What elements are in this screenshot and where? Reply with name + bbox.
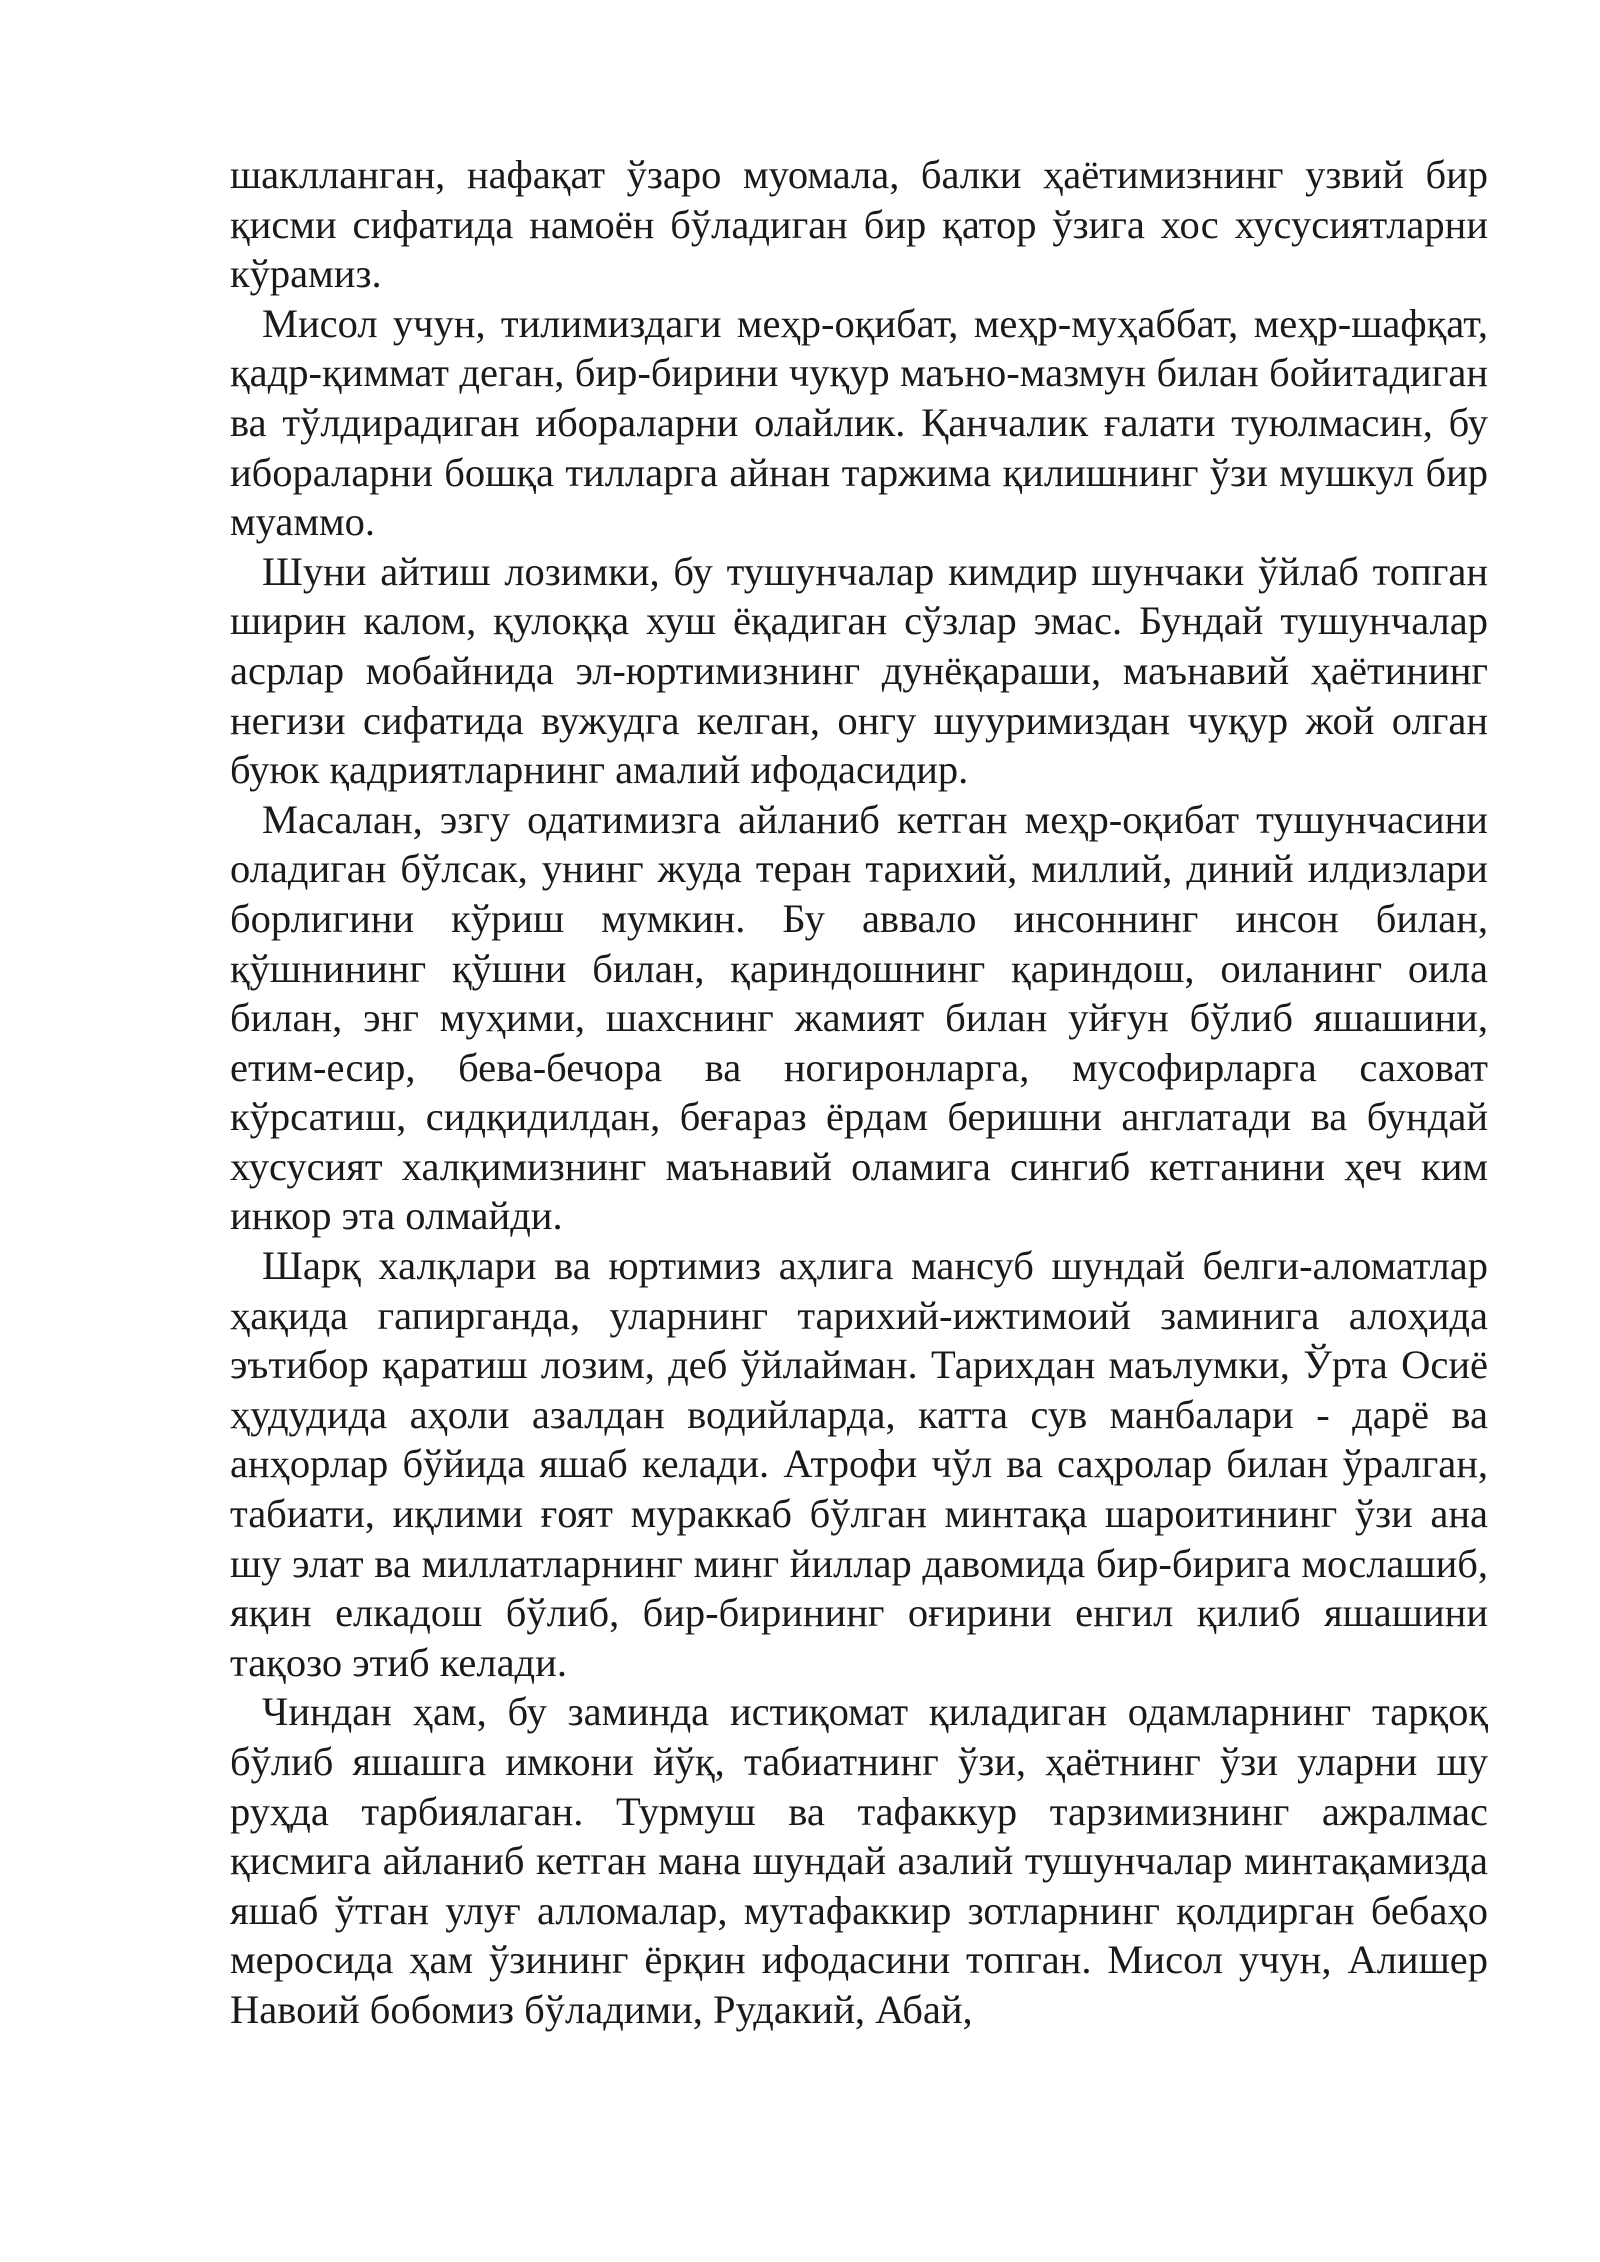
paragraph-continuation: шаклланган, нафақат ўзаро муомала, балки ҳаётимизнинг узвий бир қисми сифатида намоён бўладиган бир қатор ўзига хос хусусиятларни кўрамиз. — [230, 152, 1488, 297]
paragraph: Шуни айтиш лозимки, бу тушунчалар кимдир шунчаки ўйлаб топган ширин калом, қулоққа хуш ёқадиган сўзлар эмас. Бундай тушунчалар асрлар мобайнида эл-юртимизнинг дунёқараши, маънавий ҳаётининг негизи сифатида вужудга келган, онгу шууримиздан чуқур жой олган буюк қадриятларнинг амалий ифодасидир. — [230, 548, 1488, 793]
paragraph: Масалан, эзгу одатимизга айланиб кетган меҳр-оқибат тушунчасини оладиган бўлсак, унинг жуда теран тарихий, миллий, диний илдизлари борлигини кўриш мумкин. Бу аввало инсоннинг инсон билан, қўшнининг қўшни билан, қариндошнинг қариндош, оиланинг оила билан, энг муҳими, шахснинг жамият билан уйғун бўлиб яшашини, етим-есир, бева-бечора ва ногиронларга, мусофирларга саховат кўрсатиш, сидқидилдан, беғараз ёрдам беришни англатади ва бундай хусусият халқимизнинг маънавий оламига сингиб кетганини ҳеч ким инкор эта олмайди. — [230, 796, 1488, 1239]
paragraph: Шарқ халқлари ва юртимиз аҳлига мансуб шундай белги-аломатлар ҳақида гапирганда, уларнинг тарихий-ижтимоий заминига алоҳида эътибор қаратиш лозим, деб ўйлайман. Тарихдан маълумки, Ўрта Осиё ҳудудида аҳоли азалдан водийларда, катта сув манбалари - дарё ва анҳорлар бўйида яшаб келади. Атрофи чўл ва саҳролар билан ўралган, табиати, иқлими ғоят мураккаб бўлган минтақа шароитининг ўзи ана шу элат ва миллатларнинг минг йиллар давомида бир-бирига мослашиб, яқин елкадош бўлиб, бир-бирининг оғирини енгил қилиб яшашини тақозо этиб келади. — [230, 1243, 1488, 1685]
paragraph: Чиндан ҳам, бу заминда истиқомат қиладиган одамларнинг тарқоқ бўлиб яшашга имкони йўқ, табиатнинг ўзи, ҳаётнинг ўзи уларни шу руҳда тарбиялаган. Турмуш ва тафаккур тарзимизнинг ажралмас қисмига айланиб кетган мана шундай азалий тушунчалар минтақамизда яшаб ўтган улуғ алломалар, мутафаккир зотларнинг қолдирган бебаҳо меросида ҳам ўзининг ёрқин ифодасини топган. Мисол учун, Алишер Навоий бобомиз бўладими, Рудакий, Абай, — [230, 1689, 1488, 2032]
document-page — [230, 150, 1488, 2035]
paragraph: Мисол учун, тилимиздаги меҳр-оқибат, меҳр-муҳаббат, меҳр-шафқат, қадр-қиммат деган, бир-бирини чуқур маъно-мазмун билан бойитадиган ва тўлдирадиган ибораларни олайлик. Қанчалик ғалати туюлмасин, бу ибораларни бошқа тилларга айнан таржима қилишнинг ўзи мушкул бир муаммо. — [230, 300, 1488, 545]
